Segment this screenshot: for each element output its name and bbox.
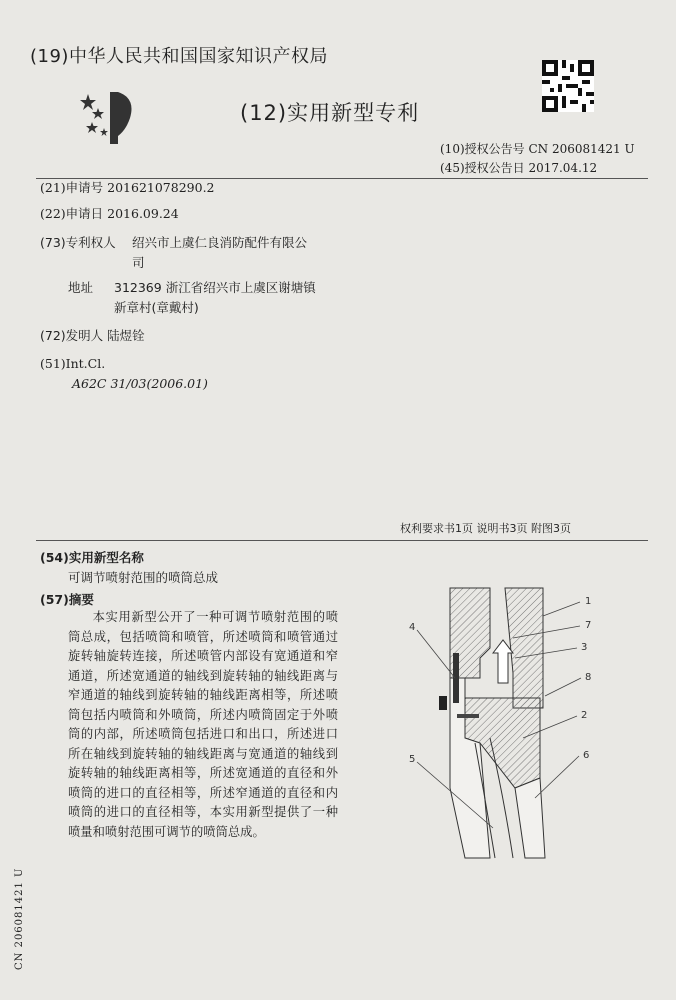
abstract-divider <box>36 540 648 541</box>
application-date: (22)申请日 2016.09.24 <box>40 206 179 221</box>
publication-info <box>440 140 635 178</box>
fig-label-2: 2 <box>581 710 588 721</box>
address-line1: 312369 浙江省绍兴市上虞区谢塘镇 <box>114 280 316 295</box>
patent-holder-line2: 司 <box>132 255 145 270</box>
fig-label-8: 8 <box>585 672 592 683</box>
address-line2: 新章村(章戴村) <box>114 300 199 315</box>
patent-holder-label: (73)专利权人 <box>40 235 116 250</box>
technical-drawing <box>395 578 625 868</box>
address-label: 地址 <box>68 280 94 295</box>
document-type: (12)实用新型专利 <box>240 101 420 125</box>
abstract-label: (57)摘要 <box>40 592 94 607</box>
inventor: (72)发明人 陆煜铨 <box>40 328 145 343</box>
utility-model-title: 可调节喷射范围的喷筒总成 <box>68 570 219 585</box>
fig-label-5: 5 <box>409 754 416 765</box>
side-publication-number: CN 206081421 U <box>14 867 25 970</box>
application-number: (21)申请号 201621078290.2 <box>40 180 215 195</box>
fig-label-1: 1 <box>585 596 592 607</box>
publication-number: (10)授权公告号 CN 206081421 U <box>440 142 635 156</box>
int-cl-label: (51)Int.Cl. <box>40 356 106 371</box>
qr-code-icon <box>542 60 594 112</box>
abstract-text: 本实用新型公开了一种可调节喷射范围的喷筒总成，包括喷筒和喷管，所述喷筒和喷管通过旋转轴旋转连接，所述喷管内部设有宽通道和窄通道，所述宽通道的轴线到旋转轴的轴线距离与窄通道的轴线到旋转轴的轴线距离相等，所述喷筒包括内喷筒和外喷筒，所述内喷筒固定于外喷筒的内部，所述喷筒包括进口和出口，所述进口所在轴线到旋转轴的轴线距离与宽通道的轴线到旋转轴的轴线距离相等，所述宽通道的直径和外喷筒的进口的直径相等，所述窄通道的直径和内喷筒的进口的直径相等，本实用新型提供了一种喷量和喷射范围可调节的喷筒总成。 <box>68 610 338 839</box>
page-counts: 权利要求书1页 说明书3页 附图3页 <box>400 522 571 535</box>
title-label: (54)实用新型名称 <box>40 550 144 565</box>
publication-date: (45)授权公告日 2017.04.12 <box>440 161 598 175</box>
fig-label-7: 7 <box>585 620 592 631</box>
cnipa-logo-icon <box>78 88 138 148</box>
patent-holder-line1: 绍兴市上虞仁良消防配件有限公 <box>132 235 308 250</box>
issuing-office: (19)中华人民共和国国家知识产权局 <box>30 46 328 67</box>
fig-label-6: 6 <box>583 750 590 761</box>
int-cl-value: A62C 31/03(2006.01) <box>72 376 208 391</box>
fig-label-4: 4 <box>409 622 416 633</box>
fig-label-3: 3 <box>581 642 588 653</box>
